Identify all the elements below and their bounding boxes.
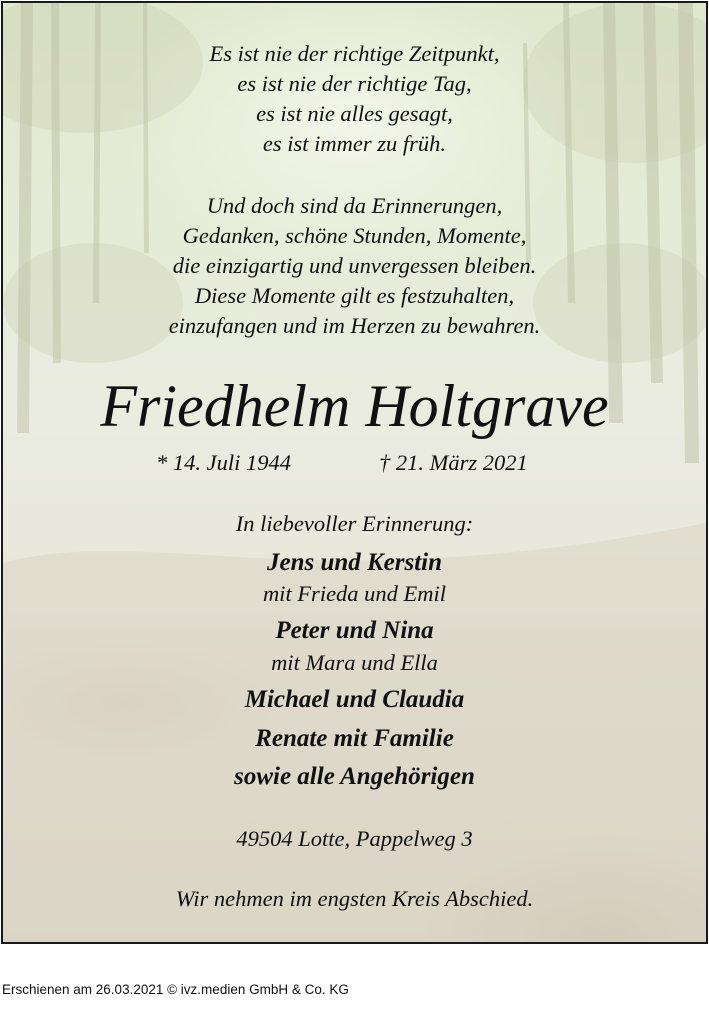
poem-line: Und doch sind da Erinnerungen, — [206, 193, 503, 218]
address: 49504 Lotte, Pappelweg 3 — [236, 826, 473, 851]
mourner-names: Michael und Claudia — [244, 686, 465, 713]
poem-line: Es ist nie der richtige Zeitpunkt, — [209, 41, 500, 66]
poem-line: einzufangen und im Herzen zu bewahren. — [168, 313, 541, 338]
poem-line: es ist immer zu früh. — [262, 131, 447, 156]
remembrance-intro: In liebevoller Erinnerung: — [235, 511, 474, 536]
mourner-names: sowie alle Angehörigen — [234, 763, 475, 790]
poem-line: Diese Momente gilt es festzuhalten, — [194, 283, 515, 308]
mourner-companions: mit Frieda und Emil — [262, 581, 447, 606]
death-date: † 21. März 2021 — [379, 450, 528, 475]
notice-content — [3, 3, 706, 942]
publication-footer: Erschienen am 26.03.2021 © ivz.medien GmbH & Co. KG — [2, 982, 349, 997]
mourner-names: Renate mit Familie — [255, 725, 454, 752]
mourner-companions: mit Mara und Ella — [271, 650, 438, 675]
mourner-names: Peter und Nina — [275, 617, 434, 644]
poem-line: es ist nie alles gesagt, — [256, 101, 453, 126]
deceased-name: Friedhelm Holtgrave — [100, 373, 609, 439]
poem-line: Gedanken, schöne Stunden, Momente, — [182, 223, 527, 248]
mourner-names: Jens und Kerstin — [266, 549, 443, 576]
poem-line: die einzigartig und unvergessen bleiben. — [172, 253, 537, 278]
obituary-notice — [1, 1, 708, 944]
closing-text: Wir nehmen im engsten Kreis Abschied. — [175, 886, 534, 911]
birth-date: * 14. Juli 1944 — [156, 450, 291, 475]
poem-line: es ist nie der richtige Tag, — [237, 71, 472, 96]
